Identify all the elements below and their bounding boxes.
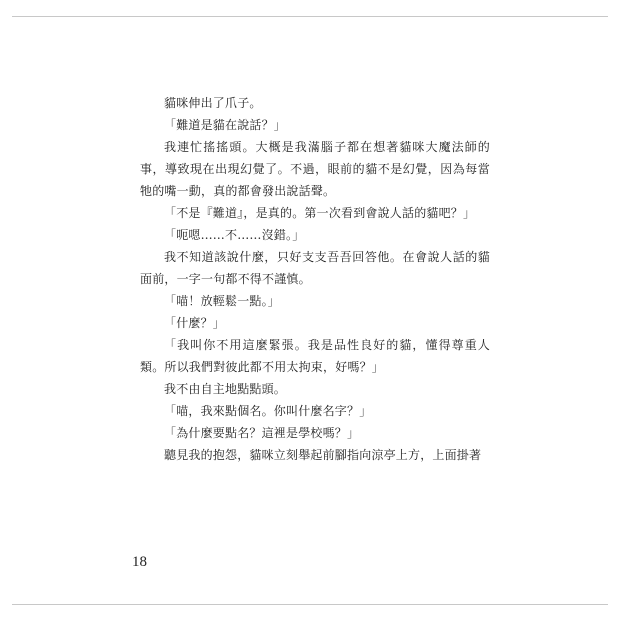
paragraph-2: 「難道是貓在說話？」	[164, 118, 287, 132]
paragraph-11: 「喵，我來點個名。你叫什麼名字？」	[164, 404, 372, 418]
paragraph-8: 「什麼？」	[164, 316, 226, 330]
page-number: 18	[132, 554, 147, 570]
top-border-line	[12, 16, 608, 17]
paragraph-1: 貓咪伸出了爪子。	[164, 96, 262, 110]
paragraph-10: 我不由自主地點點頭。	[164, 382, 287, 396]
paragraph-5: 「呃嗯……不……沒錯。」	[164, 228, 305, 242]
paragraph-3: 我連忙搖搖頭。大概是我滿腦子都在想著貓咪大魔法師的事，導致現在出現幻覺了。不過，眼前的貓不是幻覺，因為每當牠的嘴一動，真的都會發出說話聲。	[140, 140, 490, 198]
paragraph-7: 「喵！放輕鬆一點。」	[164, 294, 281, 308]
paragraph-4: 「不是『難道』，是真的。第一次看到會說人話的貓吧？」	[164, 206, 476, 220]
paragraph-12: 「為什麼要點名？這裡是學校嗎？」	[164, 426, 360, 440]
paragraph-9: 「我叫你不用這麼緊張。我是品性良好的貓，懂得尊重人類。所以我們對彼此都不用太拘束，好嗎？」	[140, 338, 490, 374]
bottom-border-line	[12, 604, 608, 605]
paragraph-6: 我不知道該說什麼，只好支支吾吾回答他。在會說人話的貓面前，一字一句都不得不謹慎。	[140, 250, 490, 286]
paragraph-13: 聽見我的抱怨，貓咪立刻舉起前腳指向涼亭上方，上面掛著	[164, 448, 482, 462]
body-text	[140, 92, 490, 466]
